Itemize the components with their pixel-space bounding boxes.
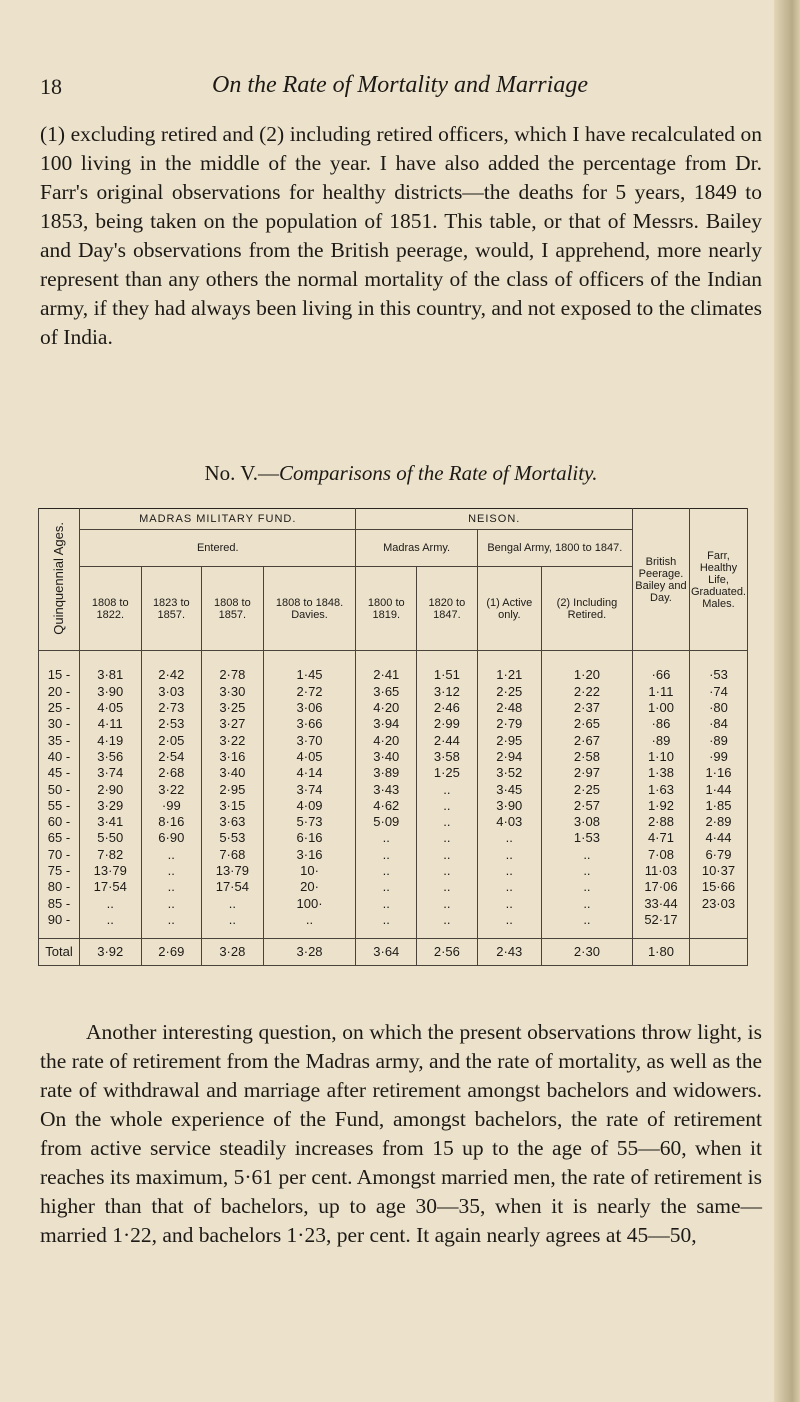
rate-cell: .. xyxy=(417,912,478,928)
age-cell: 45 - xyxy=(39,765,80,781)
table-row xyxy=(39,879,748,895)
rate-cell: .. xyxy=(141,895,202,911)
table-number: No. V.— xyxy=(204,461,279,485)
rate-cell: 2·46 xyxy=(417,700,478,716)
rate-cell: 4·62 xyxy=(356,798,417,814)
rate-cell: 3·43 xyxy=(356,781,417,797)
age-cell: 60 - xyxy=(39,814,80,830)
age-cell: 70 - xyxy=(39,847,80,863)
spacer-cell xyxy=(80,928,142,939)
total-cell: 1·80 xyxy=(632,939,689,966)
rate-cell: .. xyxy=(417,830,478,846)
spacer-cell xyxy=(541,651,632,668)
spacer-cell xyxy=(356,651,417,668)
rate-cell: 5·50 xyxy=(80,830,142,846)
rate-cell: ·99 xyxy=(689,749,747,765)
rate-cell: 23·03 xyxy=(689,895,747,911)
age-cell: 90 - xyxy=(39,912,80,928)
rate-cell: 3·70 xyxy=(263,732,356,748)
rate-cell: 1·45 xyxy=(263,667,356,683)
rate-cell: 2·44 xyxy=(417,732,478,748)
rate-cell: .. xyxy=(477,912,541,928)
mortality-comparison-table xyxy=(38,508,748,966)
running-title: On the Rate of Mortality and Marriage xyxy=(212,72,588,98)
rate-cell: .. xyxy=(417,879,478,895)
rate-cell: 13·79 xyxy=(80,863,142,879)
book-spine-edge xyxy=(774,0,800,1402)
table-body xyxy=(39,651,748,966)
rate-cell: 1·38 xyxy=(632,765,689,781)
year-range-header: (1) Active only. xyxy=(477,567,541,651)
rate-cell: 1·10 xyxy=(632,749,689,765)
year-range-header: 1808 to 1857. xyxy=(202,567,264,651)
year-range-header: 1800 to 1819. xyxy=(356,567,417,651)
rate-cell: 4·09 xyxy=(263,798,356,814)
rate-cell: .. xyxy=(417,847,478,863)
year-range-header: 1820 to 1847. xyxy=(417,567,478,651)
total-cell: 3·64 xyxy=(356,939,417,966)
rate-cell: .. xyxy=(356,863,417,879)
bengal-army-subheader: Bengal Army, 1800 to 1847. xyxy=(477,530,632,567)
rate-cell: ·86 xyxy=(632,716,689,732)
rate-cell: 7·68 xyxy=(202,847,264,863)
total-cell: 2·69 xyxy=(141,939,202,966)
rate-cell: 4·05 xyxy=(80,700,142,716)
rate-cell: 4·71 xyxy=(632,830,689,846)
rate-cell: 15·66 xyxy=(689,879,747,895)
rate-cell: .. xyxy=(541,879,632,895)
rate-cell: 3·45 xyxy=(477,781,541,797)
rate-cell: .. xyxy=(263,912,356,928)
spacer-cell xyxy=(356,928,417,939)
rate-cell: 3·65 xyxy=(356,684,417,700)
rate-cell: 2·25 xyxy=(477,684,541,700)
rate-cell: 3·90 xyxy=(80,684,142,700)
rate-cell: .. xyxy=(141,879,202,895)
rate-cell xyxy=(689,912,747,928)
spacer-cell xyxy=(202,651,264,668)
rate-cell: .. xyxy=(541,895,632,911)
rate-cell: ·84 xyxy=(689,716,747,732)
rate-cell: 3·58 xyxy=(417,749,478,765)
rate-cell: 2·67 xyxy=(541,732,632,748)
rate-cell: 4·11 xyxy=(80,716,142,732)
rate-cell: 3·12 xyxy=(417,684,478,700)
year-range-header: 1808 to 1848. Davies. xyxy=(263,567,356,651)
rate-cell: 3·25 xyxy=(202,700,264,716)
rate-cell: 3·27 xyxy=(202,716,264,732)
age-cell: 35 - xyxy=(39,732,80,748)
rate-cell: 1·51 xyxy=(417,667,478,683)
table-caption xyxy=(40,461,762,486)
rate-cell: 7·08 xyxy=(632,847,689,863)
rate-cell: 3·52 xyxy=(477,765,541,781)
rate-cell: 2·99 xyxy=(417,716,478,732)
rate-cell: 2·78 xyxy=(202,667,264,683)
rate-cell: 100· xyxy=(263,895,356,911)
age-column-header: Quinquennial Ages. xyxy=(39,509,80,651)
rate-cell: 2·58 xyxy=(541,749,632,765)
rate-cell: 3·03 xyxy=(141,684,202,700)
rate-cell: 2·42 xyxy=(141,667,202,683)
rate-cell: 33·44 xyxy=(632,895,689,911)
rate-cell: 1·25 xyxy=(417,765,478,781)
total-cell: 2·30 xyxy=(541,939,632,966)
year-range-header: 1823 to 1857. xyxy=(141,567,202,651)
rate-cell: 4·03 xyxy=(477,814,541,830)
rate-cell: 52·17 xyxy=(632,912,689,928)
total-cell: 3·28 xyxy=(263,939,356,966)
rate-cell: 2·48 xyxy=(477,700,541,716)
rate-cell: .. xyxy=(356,912,417,928)
rate-cell: .. xyxy=(541,847,632,863)
age-cell: 25 - xyxy=(39,700,80,716)
rate-cell: 20· xyxy=(263,879,356,895)
table-row xyxy=(39,749,748,765)
spacer-cell xyxy=(689,928,747,939)
table-row xyxy=(39,830,748,846)
rate-cell: ·66 xyxy=(632,667,689,683)
rate-cell: 3·15 xyxy=(202,798,264,814)
rate-cell: 3·74 xyxy=(80,765,142,781)
rate-cell: 2·95 xyxy=(477,732,541,748)
table-row xyxy=(39,716,748,732)
rate-cell: 4·20 xyxy=(356,732,417,748)
rate-cell: ·80 xyxy=(689,700,747,716)
rate-cell: .. xyxy=(477,863,541,879)
rate-cell: .. xyxy=(417,895,478,911)
table-row xyxy=(39,765,748,781)
rate-cell: 10· xyxy=(263,863,356,879)
rate-cell: 3·94 xyxy=(356,716,417,732)
rate-cell: 1·00 xyxy=(632,700,689,716)
age-cell: 55 - xyxy=(39,798,80,814)
rate-cell: 13·79 xyxy=(202,863,264,879)
rate-cell: 2·37 xyxy=(541,700,632,716)
rate-cell: 3·29 xyxy=(80,798,142,814)
rate-cell: .. xyxy=(477,895,541,911)
age-cell: 65 - xyxy=(39,830,80,846)
rate-cell: 3·41 xyxy=(80,814,142,830)
rate-cell: .. xyxy=(356,847,417,863)
rate-cell: 3·89 xyxy=(356,765,417,781)
intro-paragraph: (1) excluding retired and (2) including retired officers, which I have recalculated on 100 living in the middle of the year. I have also added the percentage from Dr. Farr's original observations for healthy districts—the deaths for 5 years, 1849 to 1853, being taken on the population of 1851. This table, or that of Messrs. Bailey and Day's observations from the British peerage, would, I apprehend, more nearly represent than any others the normal mortality of the class of officers of the Indian army, if they had always been living in this country, and not exposed to the climates of India. xyxy=(40,122,762,349)
rate-cell: 2·05 xyxy=(141,732,202,748)
table-title: Comparisons of the Rate of Mortality. xyxy=(279,461,598,485)
rate-cell: ·74 xyxy=(689,684,747,700)
rate-cell: 17·54 xyxy=(202,879,264,895)
rate-cell: .. xyxy=(477,847,541,863)
rate-cell: 3·74 xyxy=(263,781,356,797)
closing-paragraph: Another interesting question, on which the present observations throw light, is the rate of retirement from the Madras army, and the rate of mortality, as well as the rate of withdrawal and marriage after retirement amongst bachelors and widowers. On the whole experience of the Fund, amongst bachelors, the rate of retirement from active service steadily increases from 15 up to the age of 55—60, when it reaches its maximum, 5·61 per cent. Amongst married men, the rate of retirement is higher than that of bachelors, up to age 30—35, when it is nearly the same—married 1·22, and bachelors 1·23, per cent. It again nearly agrees at 45—50, xyxy=(40,1020,762,1247)
spacer-cell xyxy=(80,651,142,668)
british-peerage-header: British Peerage. Bailey and Day. xyxy=(632,509,689,651)
rate-cell: 4·20 xyxy=(356,700,417,716)
rate-cell: 4·05 xyxy=(263,749,356,765)
rate-cell: 1·44 xyxy=(689,781,747,797)
spacer-cell xyxy=(263,928,356,939)
rate-cell: 1·92 xyxy=(632,798,689,814)
spacer-cell xyxy=(632,928,689,939)
table-row xyxy=(39,732,748,748)
rate-cell: .. xyxy=(417,781,478,797)
rate-cell: .. xyxy=(417,814,478,830)
total-row xyxy=(39,939,748,966)
rate-cell: 2·68 xyxy=(141,765,202,781)
table-row xyxy=(39,667,748,683)
rate-cell: ·89 xyxy=(632,732,689,748)
rate-cell: 2·22 xyxy=(541,684,632,700)
rate-cell: 2·90 xyxy=(80,781,142,797)
rate-cell: 1·20 xyxy=(541,667,632,683)
entered-subheader: Entered. xyxy=(80,530,356,567)
rate-cell: .. xyxy=(417,798,478,814)
rate-cell: 5·73 xyxy=(263,814,356,830)
spacer-cell xyxy=(689,651,747,668)
rate-cell: 2·89 xyxy=(689,814,747,830)
spacer-cell xyxy=(541,928,632,939)
age-cell: 75 - xyxy=(39,863,80,879)
rate-cell: 6·16 xyxy=(263,830,356,846)
farr-healthy-header: Farr, Healthy Life, Graduated. Males. xyxy=(689,509,747,651)
rate-cell: 2·65 xyxy=(541,716,632,732)
spacer-row xyxy=(39,651,748,668)
table-row xyxy=(39,798,748,814)
age-cell: 80 - xyxy=(39,879,80,895)
rate-cell: 1·11 xyxy=(632,684,689,700)
total-cell xyxy=(689,939,747,966)
rate-cell: 2·73 xyxy=(141,700,202,716)
rate-cell: .. xyxy=(477,879,541,895)
rate-cell: 2·88 xyxy=(632,814,689,830)
page-header xyxy=(40,72,760,102)
rate-cell: ·99 xyxy=(141,798,202,814)
rate-cell: 17·06 xyxy=(632,879,689,895)
rate-cell: 5·09 xyxy=(356,814,417,830)
spacer-cell xyxy=(202,928,264,939)
madras-army-subheader: Madras Army. xyxy=(356,530,477,567)
spacer-cell xyxy=(141,928,202,939)
rate-cell: 2·25 xyxy=(541,781,632,797)
table-row xyxy=(39,781,748,797)
rate-cell: 2·72 xyxy=(263,684,356,700)
age-cell: 30 - xyxy=(39,716,80,732)
spacer-cell xyxy=(417,928,478,939)
spacer-cell xyxy=(263,651,356,668)
rate-cell: 10·37 xyxy=(689,863,747,879)
rate-cell: .. xyxy=(541,863,632,879)
rate-cell: 4·14 xyxy=(263,765,356,781)
spacer-row xyxy=(39,928,748,939)
year-range-header: 1808 to 1822. xyxy=(80,567,142,651)
rate-cell: 3·90 xyxy=(477,798,541,814)
rate-cell: .. xyxy=(541,912,632,928)
rate-cell: ·89 xyxy=(689,732,747,748)
rate-cell: 2·97 xyxy=(541,765,632,781)
rate-cell: .. xyxy=(356,895,417,911)
rate-cell: 3·16 xyxy=(263,847,356,863)
age-cell: 20 - xyxy=(39,684,80,700)
rate-cell: 4·19 xyxy=(80,732,142,748)
rate-cell: 3·56 xyxy=(80,749,142,765)
rate-cell: .. xyxy=(417,863,478,879)
madras-fund-group-header: MADRAS MILITARY FUND. xyxy=(80,509,356,530)
rate-cell: 3·22 xyxy=(202,732,264,748)
table-row xyxy=(39,912,748,928)
total-cell: 2·43 xyxy=(477,939,541,966)
total-cell: 2·56 xyxy=(417,939,478,966)
rate-cell: 3·16 xyxy=(202,749,264,765)
neison-group-header: NEISON. xyxy=(356,509,632,530)
rate-cell: 1·16 xyxy=(689,765,747,781)
rate-cell: 3·66 xyxy=(263,716,356,732)
rate-cell: 2·54 xyxy=(141,749,202,765)
rate-cell: 7·82 xyxy=(80,847,142,863)
rate-cell: ·53 xyxy=(689,667,747,683)
rate-cell: 4·44 xyxy=(689,830,747,846)
rate-cell: .. xyxy=(141,863,202,879)
rate-cell: 2·41 xyxy=(356,667,417,683)
table-row xyxy=(39,847,748,863)
rate-cell: 2·94 xyxy=(477,749,541,765)
rate-cell: .. xyxy=(477,830,541,846)
year-range-header: (2) Including Retired. xyxy=(541,567,632,651)
rate-cell: 3·40 xyxy=(356,749,417,765)
rate-cell: 2·57 xyxy=(541,798,632,814)
age-cell: 50 - xyxy=(39,781,80,797)
rate-cell: .. xyxy=(141,847,202,863)
rate-cell: .. xyxy=(141,912,202,928)
table-row xyxy=(39,814,748,830)
rate-cell: 2·95 xyxy=(202,781,264,797)
table-row xyxy=(39,863,748,879)
rate-cell: 3·63 xyxy=(202,814,264,830)
rate-cell: 17·54 xyxy=(80,879,142,895)
spacer-cell xyxy=(39,928,80,939)
table-row xyxy=(39,700,748,716)
rate-cell: 3·40 xyxy=(202,765,264,781)
total-cell: 3·92 xyxy=(80,939,142,966)
rate-cell: 11·03 xyxy=(632,863,689,879)
rate-cell: 6·79 xyxy=(689,847,747,863)
rate-cell: 8·16 xyxy=(141,814,202,830)
rate-cell: 3·08 xyxy=(541,814,632,830)
rate-cell: 1·21 xyxy=(477,667,541,683)
rate-cell: 3·81 xyxy=(80,667,142,683)
age-cell: 15 - xyxy=(39,667,80,683)
total-cell: 3·28 xyxy=(202,939,264,966)
rate-cell: 5·53 xyxy=(202,830,264,846)
rate-cell: 2·53 xyxy=(141,716,202,732)
spacer-cell xyxy=(632,651,689,668)
rate-cell: .. xyxy=(356,830,417,846)
rate-cell: .. xyxy=(202,895,264,911)
age-cell: 40 - xyxy=(39,749,80,765)
spacer-cell xyxy=(477,651,541,668)
spacer-cell xyxy=(141,651,202,668)
rate-cell: 1·85 xyxy=(689,798,747,814)
spacer-cell xyxy=(39,651,80,668)
spacer-cell xyxy=(417,651,478,668)
rate-cell: 3·30 xyxy=(202,684,264,700)
rate-cell: 2·79 xyxy=(477,716,541,732)
rate-cell: .. xyxy=(80,895,142,911)
rate-cell: .. xyxy=(80,912,142,928)
rate-cell: .. xyxy=(356,879,417,895)
table-row xyxy=(39,684,748,700)
page-number: 18 xyxy=(40,74,62,99)
total-label: Total xyxy=(39,939,80,966)
rate-cell: 3·22 xyxy=(141,781,202,797)
age-cell: 85 - xyxy=(39,895,80,911)
rate-cell: 6·90 xyxy=(141,830,202,846)
table-row xyxy=(39,895,748,911)
rate-cell: 3·06 xyxy=(263,700,356,716)
rate-cell: .. xyxy=(202,912,264,928)
rate-cell: 1·53 xyxy=(541,830,632,846)
spacer-cell xyxy=(477,928,541,939)
rate-cell: 1·63 xyxy=(632,781,689,797)
